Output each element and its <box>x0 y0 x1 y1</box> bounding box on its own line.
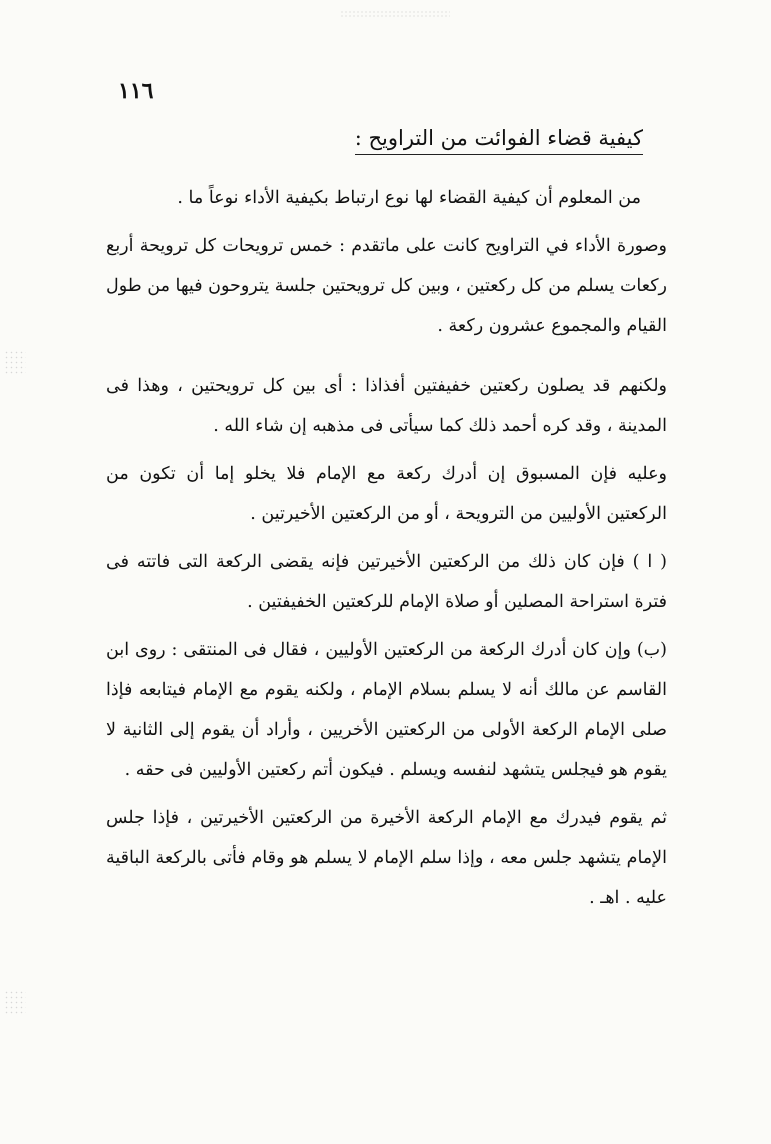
margin-speck <box>4 990 26 1016</box>
paragraph-1: من المعلوم أن كيفية القضاء لها نوع ارتباط بكيفية الأداء نوعاً ما . <box>177 188 641 208</box>
margin-speck <box>4 350 26 376</box>
paragraph-6: (ب) وإن كان أدرك الركعة من الركعتين الأوليين ، فقال فى المنتقى : روى ابن القاسم عن مالك أنه لا يسلم بسلام الإمام ، ولكنه يقوم مع الإمام فيتابعه فإذا صلى الإمام الركعة الأولى من الركعتين الأخريين ، وأراد أن يقوم إلى الثانية لا يقوم هو فيجلس يتشهد لنفسه ويسلم . فيكون أتم ركعتين الأوليين فى حقه . <box>106 640 667 780</box>
section-title: كيفية قضاء الفوائت من التراويح : <box>355 126 643 155</box>
paragraph-4: وعليه فإن المسبوق إن أدرك ركعة مع الإمام فلا يخلو إما أن تكون من الركعتين الأوليين من الترويحة ، أو من الركعتين الأخيرتين . <box>106 464 667 524</box>
paragraph-3: ولكنهم قد يصلون ركعتين خفيفتين أفذاذا : أى بين كل ترويحتين ، وهذا فى المدينة ، وقد كره أحمد ذلك كما سيأتى فى مذهبه إن شاء الله . <box>106 376 667 436</box>
paragraph-5: ( ا ) فإن كان ذلك من الركعتين الأخيرتين فإنه يقضى الركعة التى فاتته فى فترة استراحة المصلين أو صلاة الإمام للركعتين الخفيفتين . <box>106 552 667 612</box>
paragraph-7: ثم يقوم فيدرك مع الإمام الركعة الأخيرة من الركعتين الأخيرتين ، فإذا جلس الإمام يتشهد جلس معه ، وإذا سلم الإمام لا يسلم هو وقام فأتى بالركعة الباقية عليه . اهـ . <box>106 808 667 908</box>
page-number: ١١٦ <box>118 78 154 104</box>
paragraph-2: وصورة الأداء في التراويح كانت على ماتقدم : خمس ترويحات كل ترويحة أربع ركعات يسلم من كل ركعتين ، وبين كل ترويحتين جلسة يتروحون فيها من طول القيام والمجموع عشرون ركعة . <box>106 236 667 336</box>
body-text <box>106 178 667 918</box>
scan-artifact <box>340 10 450 18</box>
